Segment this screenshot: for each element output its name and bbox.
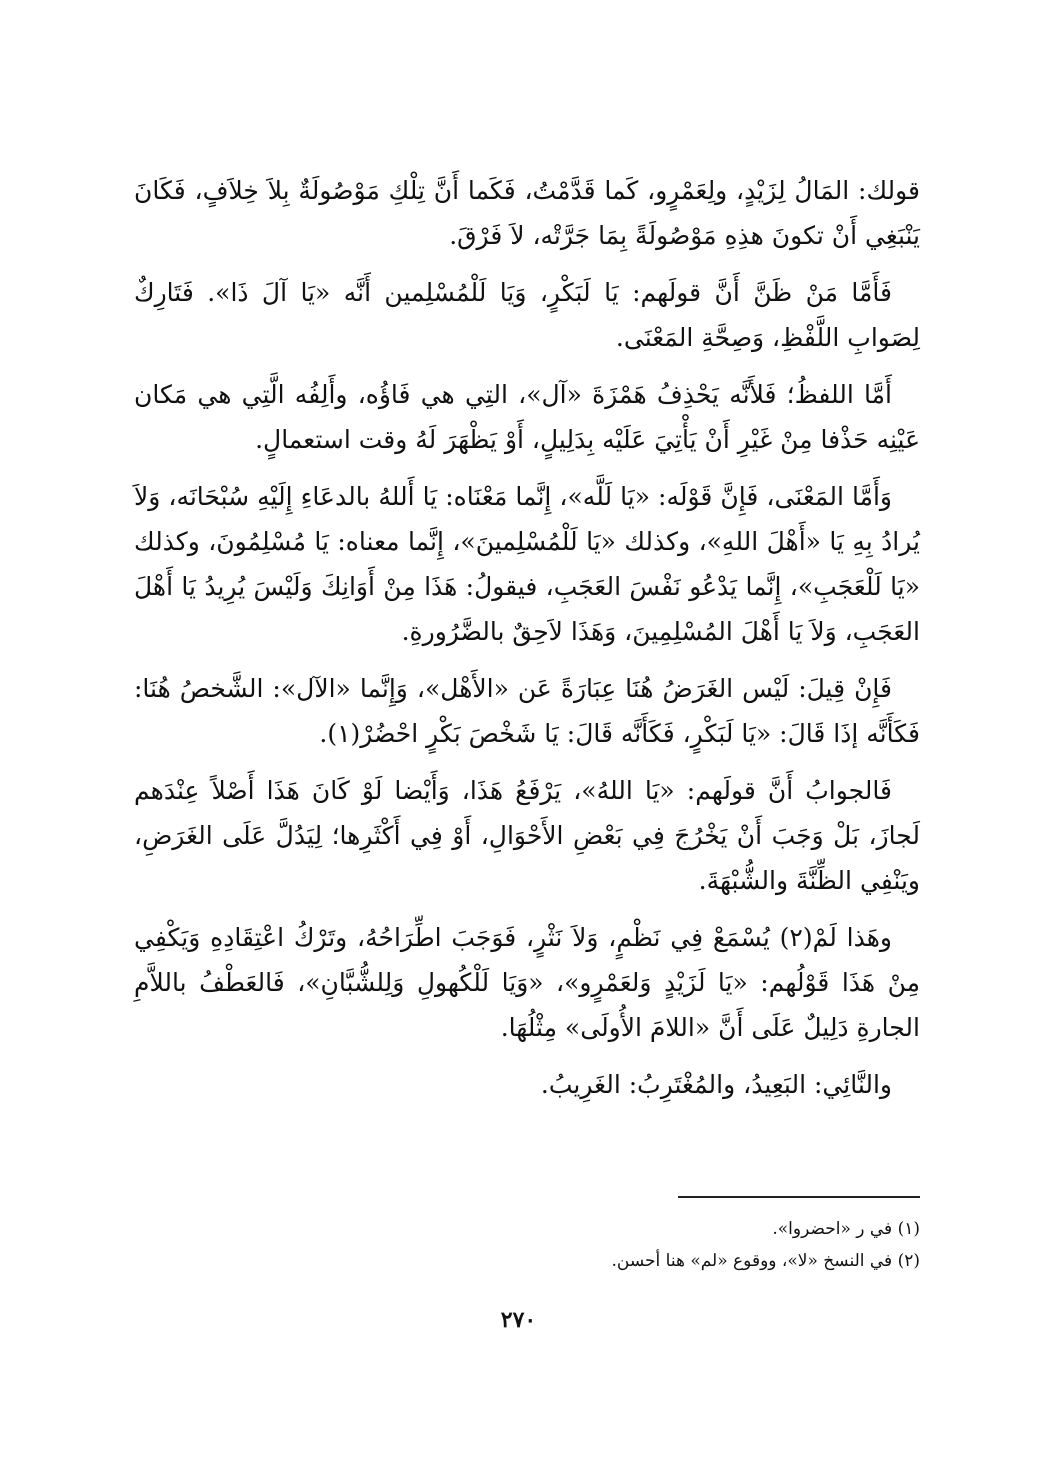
main-text [134, 168, 920, 1119]
paragraph-3: أَمَّا اللفظُ؛ فَلأَنَّه يَحْذِفُ هَمْزَةَ «آل»، التِي هي فَاؤُه، وأَلِفُه الَّتِي هي مَكان عَيْنِه حَذْفا مِنْ غَيْرِ أَنْ يَأْتِيَ عَلَيْه بِدَلِيلٍ، أَوْ يَظْهَرَ لَهُ وقت استعمالٍ. [134, 380, 920, 454]
paragraph-7: وهَذا لَمْ(٢) يُسْمَعْ فِي نَظْمٍ، وَلاَ نَثْرٍ، فَوَجَبَ اطِّرَاحُهُ، وتَرْكُ اعْتِقَادِهِ وَيَكْفِي مِنْ هَذَا قَوْلُهم: «يَا لَزَيْدٍ وَلعَمْرٍو»، «وَيَا لَلْكُهولِ وَلِلشُّبَّانِ»، فَالعَطْفُ باللاَّمِ الجارةِ دَلِيلٌ عَلَى أَنَّ «اللامَ الأُولَى» مِثْلُهَا. [134, 923, 920, 1042]
paragraph-2: فَأَمَّا مَنْ ظَنَّ أَنَّ قولَهم: يَا لَبَكْرٍ، وَيَا لَلْمُسْلِمين أَنَّه «يَا آلَ ذَا». فَتَارِكٌ لِصَوابِ اللَّفْظِ، وَصِحَّةِ المَعْنَى. [134, 278, 920, 352]
footnote-2: (٢) في النسخ «لا»، ووقوع «لم» هنا أحسن. [611, 1251, 920, 1271]
paragraph-8: والنَّائِي: البَعِيدُ، والمُغْتَرِبُ: الغَرِيبُ. [540, 1070, 892, 1099]
paragraph-1: قولك: المَالُ لِزَيْدٍ، ولِعَمْرٍو، كَما قَدَّمْتُ، فَكَما أَنَّ تِلْكِ مَوْصُولَةٌ بِلاَ خِلاَفٍ، فَكَانَ يَنْبَغِي أَنْ تكونَ هذِهِ مَوْصُولَةً بِمَا جَرَّتْه، لاَ فَرْقَ. [134, 176, 920, 250]
footnotes [400, 1213, 920, 1277]
paragraph-5: فَإِنْ قِيلَ: لَيْس الغَرَضُ هُنَا عِبَارَةً عَن «الأَهْل»، وَإِنَّما «الآل»: الشَّخصُ هُنَا: فَكَأَنَّه إذَا قَالَ: «يَا لَبَكْرٍ، فَكَأَنَّه قَالَ: يَا شَخْصَ بَكْرٍ احْضُرْ(١). [134, 674, 920, 748]
footnote-divider [678, 1196, 920, 1198]
paragraph-4: وَأَمَّا المَعْنَى، فَإِنَّ قَوْلَه: «يَا لَلَّه»، إِنَّما مَعْنَاه: يَا أَللهُ بالدعَاءِ إِلَيْهِ سُبْحَانَه، وَلاَ يُرادُ بِهِ يَا «أَهْلَ اللهِ»، وكذلك «يَا لَلْمُسْلِمينَ»، إِنَّما معناه: يَا مُسْلِمُونَ، وكذلك «يَا لَلْعَجَبِ»، إِنَّما يَدْعُو نَفْسَ العَجَبِ، فيقولُ: هَذَا مِنْ أَوَانِكَ وَلَيْسَ يُرِيدُ يَا أَهْلَ العَجَبِ، وَلاَ يَا أَهْلَ المُسْلِمِينَ، وَهَذَا لاَحِقٌ بالضَّرُورةِ. [134, 482, 920, 646]
footnote-1: (١) في ر «احضروا». [772, 1219, 920, 1239]
paragraph-6: فَالجوابُ أَنَّ قولَهم: «يَا اللهُ»، يَرْفَعُ هَذَا، وَأَيْضا لَوْ كَانَ هَذَا أَصْلاً عِنْدَهم لَجازَ، بَلْ وَجَبَ أَنْ يَخْرُجَ فِي بَعْضِ الأَحْوَالِ، أَوْ فِي أَكْثَرِها؛ لِيَدُلَّ عَلَى الغَرَضِ، ويَنْفِي الظِّنَّةَ والشُّبْهَةَ. [134, 776, 920, 895]
page-number: ٢٧٠ [500, 1307, 537, 1333]
